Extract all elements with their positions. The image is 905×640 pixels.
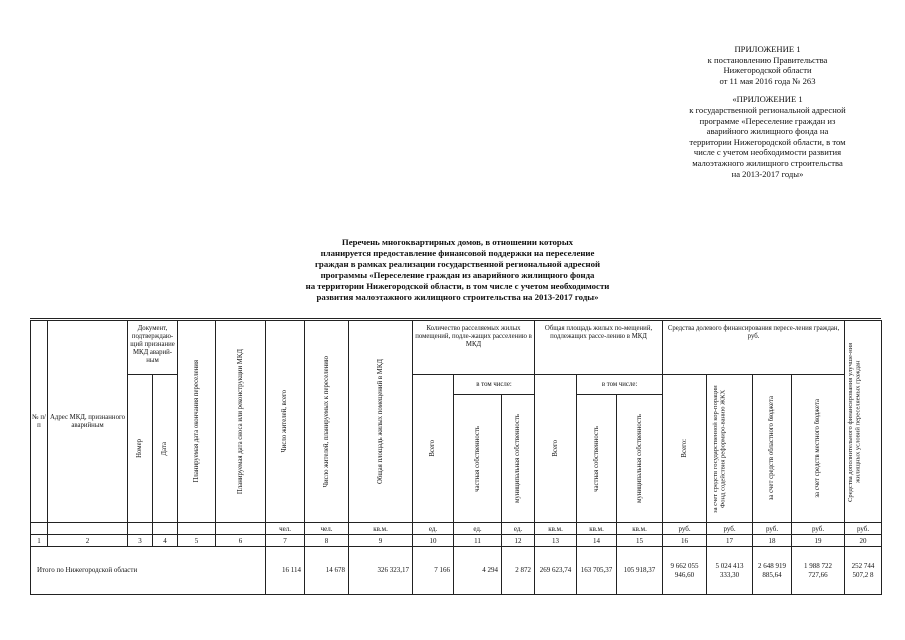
title-line: планируется предоставление финансовой поддержки на переселение xyxy=(320,248,595,258)
appendix-sub-line: малоэтажного жилищного строительства xyxy=(692,157,843,168)
header-end-date: Планируемая дата окончания переселения xyxy=(178,321,216,523)
header-area: Общая площадь жилых по-мещений, подлежащих рассе-лению в МКД xyxy=(535,321,663,375)
unit-cell: кв.м. xyxy=(535,523,577,535)
total-cell: 105 918,37 xyxy=(617,547,663,595)
col-number: 1 xyxy=(31,535,48,547)
total-cell: 163 705,37 xyxy=(577,547,617,595)
title-line: на территории Нижегородской области, в том числе с учетом необходимости xyxy=(305,281,610,291)
title-line: Перечень многоквартирных домов, в отношении которых xyxy=(341,237,574,247)
col-number: 7 xyxy=(266,535,305,547)
title-line: программы «Переселение граждан из аварийного жилищного фонда xyxy=(320,270,595,280)
header-rooms-total: Всего xyxy=(413,375,454,523)
unit-cell: ед. xyxy=(413,523,454,535)
total-label: Итого по Нижегородской области xyxy=(31,547,266,595)
unit-cell: руб. xyxy=(707,523,753,535)
header-extra-funds: Средства дополнительного финансирования улучше-ния жилищных условий переселяемых граждан xyxy=(845,321,882,523)
total-cell: 252 744 507,2 8 xyxy=(845,547,882,595)
col-number: 17 xyxy=(707,535,753,547)
mkd-table xyxy=(30,320,882,595)
col-number: 11 xyxy=(454,535,502,547)
unit-cell: ед. xyxy=(454,523,502,535)
col-number: 8 xyxy=(305,535,349,547)
total-cell: 1 988 722 727,66 xyxy=(792,547,845,595)
unit-cell: кв.м. xyxy=(617,523,663,535)
col-number: 4 xyxy=(153,535,178,547)
appendix-line-4: от 11 мая 2016 года № 263 xyxy=(719,75,816,86)
appendix-line-2: к постановлению Правительства xyxy=(707,54,828,65)
total-cell: 269 623,74 xyxy=(535,547,577,595)
header-funds: Средства долевого финансирования пересе-ления граждан, руб. xyxy=(663,321,845,375)
divider xyxy=(30,318,881,319)
unit-cell: чел. xyxy=(266,523,305,535)
header-funds-total: Всего: xyxy=(663,375,707,523)
unit-cell: ед. xyxy=(502,523,535,535)
appendix-line-3: Нижегородской области xyxy=(723,65,812,76)
col-number: 2 xyxy=(48,535,128,547)
col-number: 19 xyxy=(792,535,845,547)
col-number: 3 xyxy=(128,535,153,547)
unit-cell: кв.м. xyxy=(577,523,617,535)
header-area-total: Всего xyxy=(535,375,577,523)
total-cell: 326 323,17 xyxy=(349,547,413,595)
title-line: развития малоэтажного жилищного строительства на 2013-2017 годы» xyxy=(316,292,599,302)
header-rooms-incl: в том числе: xyxy=(454,375,535,395)
total-cell: 2 648 919 885,64 xyxy=(753,547,792,595)
appendix-line-1: ПРИЛОЖЕНИЕ 1 xyxy=(734,44,801,54)
header-doc-number: Номер xyxy=(128,375,153,523)
col-number: 12 xyxy=(502,535,535,547)
unit-cell: руб. xyxy=(845,523,882,535)
header-rooms-private: частная собственность xyxy=(454,395,502,523)
appendix-header xyxy=(660,44,875,179)
total-cell: 4 294 xyxy=(454,547,502,595)
total-cell: 14 678 xyxy=(305,547,349,595)
header-area-municipal: муниципальная собственность xyxy=(617,395,663,523)
appendix-sub-line: программе «Переселение граждан из xyxy=(699,115,836,126)
header-document: Документ, подтверждаю-щий признание МКД аварий-ным xyxy=(128,321,178,375)
table-row-total xyxy=(31,547,882,595)
header-area-incl: в том числе: xyxy=(577,375,663,395)
header-fund-local: за счет средств местного бюджета xyxy=(792,375,845,523)
col-number: 18 xyxy=(753,535,792,547)
header-fund-regional: за счет средств областного бюджета xyxy=(753,375,792,523)
header-doc-date: Дата xyxy=(153,375,178,523)
col-number: 5 xyxy=(178,535,216,547)
header-rooms-municipal: муниципальная собственность xyxy=(502,395,535,523)
header-fund-gk: за счет средств государственной кор-порации Фонд содействия реформиро-ванию ЖКХ xyxy=(707,375,753,523)
header-demolish-date: Планируемая дата сноса или реконструкции МКД xyxy=(216,321,266,523)
header-address: Адрес МКД, признанного аварийным xyxy=(48,321,128,523)
appendix-sub-line: на 2013-2017 годы» xyxy=(731,168,804,179)
col-number: 14 xyxy=(577,535,617,547)
unit-cell: руб. xyxy=(663,523,707,535)
total-cell: 16 114 xyxy=(266,547,305,595)
header-total-area: Общая площадь жилых помещений в МКД xyxy=(349,321,413,523)
unit-cell: чел. xyxy=(305,523,349,535)
appendix-sub-line: «ПРИЛОЖЕНИЕ 1 xyxy=(732,94,803,105)
total-cell: 5 024 413 333,30 xyxy=(707,547,753,595)
header-residents-planned: Число жителей, планируемых к переселению xyxy=(305,321,349,523)
total-cell: 2 872 xyxy=(502,547,535,595)
total-cell: 7 166 xyxy=(413,547,454,595)
title-line: граждан в рамках реализации государственной региональной адресной xyxy=(314,259,601,269)
unit-cell: кв.м. xyxy=(349,523,413,535)
document-title xyxy=(230,237,685,303)
col-number: 15 xyxy=(617,535,663,547)
header-rooms: Количество расселяемых жилых помещений, подле-жащих расселению в МКД xyxy=(413,321,535,375)
col-number: 9 xyxy=(349,535,413,547)
col-number: 13 xyxy=(535,535,577,547)
col-number: 16 xyxy=(663,535,707,547)
header-area-private: частная собственность xyxy=(577,395,617,523)
total-cell: 9 662 055 946,60 xyxy=(663,547,707,595)
col-number: 10 xyxy=(413,535,454,547)
appendix-sub-line: территории Нижегородской области, в том xyxy=(689,136,846,147)
appendix-sub-line: к государственной региональной адресной xyxy=(689,104,846,115)
appendix-sub-line: числе с учетом необходимости развития xyxy=(693,147,842,158)
col-number: 6 xyxy=(216,535,266,547)
unit-cell: руб. xyxy=(753,523,792,535)
unit-cell: руб. xyxy=(792,523,845,535)
appendix-sub-line: аварийного жилищного фонда на xyxy=(706,126,829,137)
header-residents: Число жителей, всего xyxy=(266,321,305,523)
header-num: № п/ п xyxy=(31,321,48,523)
col-number: 20 xyxy=(845,535,882,547)
